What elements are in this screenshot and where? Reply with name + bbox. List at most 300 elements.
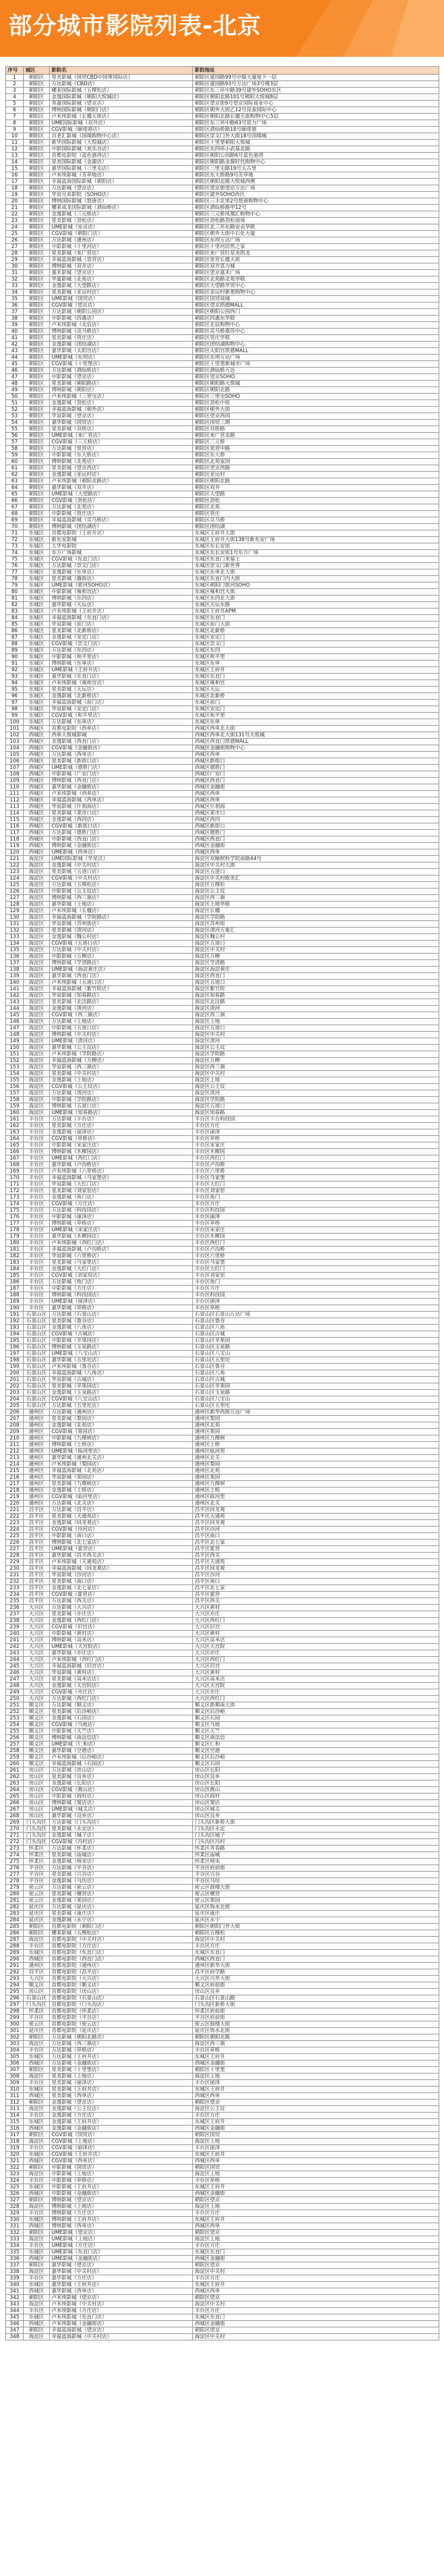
table-row xyxy=(6,1123,439,1129)
cell-district: 西城区 xyxy=(24,2223,50,2230)
cell-cinema-name: 万达影城（石景山店） xyxy=(50,1312,193,1318)
cell-index: 217 xyxy=(6,1481,24,1487)
cell-cinema-name: 中影影城（广安门店） xyxy=(50,771,193,778)
cell-cinema-address: 大兴区旧宫 xyxy=(193,1624,439,1631)
cell-district: 朝阳区 xyxy=(24,107,50,114)
cell-cinema-address: 东城区前门大街 xyxy=(193,622,439,628)
cell-index: 254 xyxy=(6,1722,24,1728)
cell-cinema-name: 中影影城（十里河店） xyxy=(50,244,193,250)
cell-cinema-name: UME影城（德胜门店） xyxy=(50,765,193,771)
cell-cinema-name: 卢米埃影城（中关村店） xyxy=(50,2301,193,2308)
table-row xyxy=(6,1155,439,1162)
cell-index: 275 xyxy=(6,1859,24,1865)
cell-cinema-address: 丰台区草桥 xyxy=(193,1305,439,1312)
table-row xyxy=(6,491,439,498)
cell-cinema-address: 朝阳区建国路93号万达广场3号楼3层 xyxy=(193,81,439,88)
table-row xyxy=(6,1826,439,1833)
cell-district: 朝阳区 xyxy=(24,1930,50,1937)
table-row xyxy=(6,2021,439,2028)
cell-cinema-address: 东城区王府井大街 xyxy=(193,530,439,537)
cell-district: 石景山区 xyxy=(24,1403,50,1409)
cell-cinema-address: 朝阳区望京 xyxy=(193,2327,439,2334)
cell-cinema-address: 顺义区新顺南大街 xyxy=(193,1702,439,1709)
cell-cinema-name: 博纳影城（土桥店） xyxy=(50,1442,193,1448)
cell-district: 房山区 xyxy=(24,1989,50,1995)
cell-cinema-address: 丰台区丰台科技园 xyxy=(193,1116,439,1123)
table-row xyxy=(6,1800,439,1807)
cell-cinema-address: 海淀区上地 xyxy=(193,2073,439,2080)
cell-district: 大兴区 xyxy=(24,1670,50,1676)
cell-cinema-name: 嘉华影城（西直门店） xyxy=(50,973,193,980)
cell-cinema-name: 博纳影城（中关村店） xyxy=(50,1032,193,1038)
cell-cinema-name: 金逸影城（大红门店） xyxy=(50,1266,193,1273)
cell-index: 174 xyxy=(6,1201,24,1208)
table-row xyxy=(6,1181,439,1188)
cell-cinema-name: 星美影城（刘家窑店） xyxy=(50,1188,193,1194)
cell-cinema-name: UME影城（金融街店） xyxy=(50,2256,193,2262)
cell-cinema-address: 通州区梨园 xyxy=(193,1461,439,1468)
cell-cinema-name: 华谊影城（什刹海店） xyxy=(50,804,193,810)
cell-cinema-address: 顺义区天竺 xyxy=(193,1728,439,1735)
cell-cinema-name: 嘉华影城（良乡店） xyxy=(50,1813,193,1820)
cell-cinema-address: 丰台区方庄 xyxy=(193,2113,439,2119)
cell-cinema-address: 东城区雍和宫 xyxy=(193,680,439,687)
cell-index: 99 xyxy=(6,713,24,719)
cell-cinema-name: 金逸影城（清河店） xyxy=(50,1006,193,1012)
table-row xyxy=(6,1344,439,1351)
cell-index: 67 xyxy=(6,504,24,511)
table-row xyxy=(6,153,439,159)
cell-index: 313 xyxy=(6,2106,24,2113)
cell-district: 海淀区 xyxy=(24,2139,50,2145)
cell-cinema-address: 朝阳区管庄 xyxy=(193,511,439,517)
cell-index: 184 xyxy=(6,1266,24,1273)
cell-district: 西城区 xyxy=(24,797,50,804)
cell-cinema-name: 星美影城（管庄店） xyxy=(50,335,193,342)
cell-cinema-name: 首都电影院（平谷店） xyxy=(50,2015,193,2021)
table-row xyxy=(6,1611,439,1618)
cell-index: 247 xyxy=(6,1676,24,1683)
cell-cinema-name: 博纳影城（学清路店） xyxy=(50,960,193,967)
cell-cinema-name: 中影影城（望京店） xyxy=(50,374,193,381)
cell-index: 167 xyxy=(6,1155,24,1162)
cell-cinema-address: 西城区西单北大街 xyxy=(193,726,439,732)
cell-district: 西城区 xyxy=(24,843,50,849)
cell-index: 4 xyxy=(6,94,24,101)
table-row xyxy=(6,849,439,856)
table-row xyxy=(6,752,439,758)
cell-cinema-address: 朝阳区建外SOHO西区 xyxy=(193,192,439,198)
cell-cinema-name: 卢米埃影城（东直门店） xyxy=(50,2314,193,2321)
cell-index: 105 xyxy=(6,752,24,758)
cell-district: 西城区 xyxy=(24,739,50,745)
cell-cinema-name: 首都电影院（昌平店） xyxy=(50,1969,193,1976)
cell-cinema-address: 丰台区方庄 xyxy=(193,2308,439,2314)
cell-index: 311 xyxy=(6,2093,24,2100)
cell-cinema-address: 朝阳区建国路99号中服大厦地下一层 xyxy=(193,75,439,81)
cell-cinema-name: 星美影城（高米店店） xyxy=(50,1676,193,1683)
table-row xyxy=(6,205,439,211)
cell-index: 65 xyxy=(6,491,24,498)
cell-cinema-name: 万达影城（酒仙桥店） xyxy=(50,368,193,374)
cell-cinema-name: 星美影城（菜市口店） xyxy=(50,810,193,817)
cell-cinema-address: 西城区西直门 xyxy=(193,836,439,843)
cell-cinema-address: 朝阳区三丰北里2号悠唐购物中心 xyxy=(193,198,439,205)
cell-cinema-name: 首都电影院（东直门店） xyxy=(50,1950,193,1956)
table-row xyxy=(6,661,439,667)
cell-district: 西城区 xyxy=(24,810,50,817)
cell-index: 110 xyxy=(6,784,24,791)
table-row xyxy=(6,2008,439,2015)
cell-cinema-address: 朝阳区双井 xyxy=(193,485,439,491)
cell-cinema-name: 星美影城（马家堡店） xyxy=(50,1260,193,1266)
cell-index: 308 xyxy=(6,2073,24,2080)
table-row xyxy=(6,1924,439,1930)
cell-index: 25 xyxy=(6,231,24,237)
table-row xyxy=(6,1891,439,1898)
table-row xyxy=(6,2262,439,2269)
table-row xyxy=(6,856,439,862)
cell-cinema-name: 中影影城（管庄店） xyxy=(50,511,193,517)
cell-cinema-address: 西城区新街口 xyxy=(193,758,439,765)
cell-cinema-name: UME影城（宋家庄店） xyxy=(50,1227,193,1234)
cell-cinema-address: 门头沟区冯村 xyxy=(193,1839,439,1846)
cell-index: 90 xyxy=(6,654,24,661)
table-row xyxy=(6,1787,439,1793)
cell-index: 70 xyxy=(6,524,24,530)
cell-index: 230 xyxy=(6,1566,24,1572)
cell-cinema-address: 怀柔区杨宋 xyxy=(193,1859,439,1865)
cell-index: 132 xyxy=(6,928,24,934)
cell-cinema-address: 房山区良乡 xyxy=(193,1989,439,1995)
cell-district: 西城区 xyxy=(24,2288,50,2295)
cell-cinema-address: 顺义区空港 xyxy=(193,1748,439,1754)
cell-cinema-name: 星美影城（来广营店） xyxy=(50,250,193,257)
table-body xyxy=(6,75,439,2340)
cell-district: 东城区 xyxy=(24,667,50,674)
cell-index: 315 xyxy=(6,2119,24,2126)
cell-cinema-name: CGV影城（中关村店） xyxy=(50,875,193,882)
cell-district: 顺义区 xyxy=(24,1728,50,1735)
cell-cinema-address: 朝阳区朝阳北路 xyxy=(193,387,439,394)
cell-cinema-name: 幸福蓝海国际影城（朝阳店） xyxy=(50,179,193,185)
cell-district: 朝阳区 xyxy=(24,218,50,224)
cell-cinema-address: 东城区和平里 xyxy=(193,654,439,661)
cell-index: 250 xyxy=(6,1696,24,1702)
cell-cinema-name: 幸福蓝海影城（紫竹院店） xyxy=(50,986,193,993)
cell-cinema-address: 丰台区丽泽 xyxy=(193,2145,439,2152)
cell-district: 海淀区 xyxy=(24,1012,50,1019)
cell-cinema-name: 卢米埃影城（望京店） xyxy=(50,2295,193,2301)
cell-cinema-address: 朝阳区劲松路劲松商场 xyxy=(193,218,439,224)
table-row xyxy=(6,1019,439,1025)
cell-index: 102 xyxy=(6,732,24,739)
cell-cinema-name: 博纳影城（西直门店） xyxy=(50,778,193,784)
cell-cinema-name: 万达影城（望京店） xyxy=(50,185,193,192)
cell-cinema-address: 石景山区石景山万达广场 xyxy=(193,1312,439,1318)
cell-index: 9 xyxy=(6,127,24,133)
cell-cinema-name: UME影城（城关店） xyxy=(50,1807,193,1813)
cell-cinema-name: CGV影城（旧宫店） xyxy=(50,1624,193,1631)
cell-district: 朝阳区 xyxy=(24,159,50,166)
cell-cinema-address: 昌平区府学路 xyxy=(193,1969,439,1976)
cell-index: 12 xyxy=(6,146,24,153)
cell-cinema-address: 东城区东长安街 xyxy=(193,543,439,550)
cell-index: 156 xyxy=(6,1084,24,1090)
cell-district: 东城区 xyxy=(24,2282,50,2288)
cell-district: 西城区 xyxy=(24,2321,50,2327)
cell-index: 258 xyxy=(6,1748,24,1754)
cell-cinema-address: 西城区西单 xyxy=(193,752,439,758)
table-row xyxy=(6,504,439,511)
cell-index: 330 xyxy=(6,2217,24,2223)
cell-cinema-address: 密云区鼓楼大街 xyxy=(193,2021,439,2028)
cell-index: 325 xyxy=(6,2184,24,2191)
cell-cinema-name: 华谊影城（沙河店） xyxy=(50,1572,193,1579)
cell-index: 57 xyxy=(6,439,24,446)
cell-index: 292 xyxy=(6,1969,24,1976)
cell-cinema-address: 朝阳区望京嘉禾广场 xyxy=(193,270,439,276)
cell-district: 丰台区 xyxy=(24,1201,50,1208)
cell-district: 顺义区 xyxy=(24,1702,50,1709)
cell-cinema-name: 耀莱影城（五棵松店） xyxy=(50,1930,193,1937)
table-row xyxy=(6,1722,439,1728)
cell-cinema-name: 万达影城（西三旗店） xyxy=(50,2041,193,2047)
table-row xyxy=(6,1006,439,1012)
cell-index: 187 xyxy=(6,1286,24,1292)
cell-cinema-name: 万达影城（延庆店） xyxy=(50,1904,193,1911)
cell-cinema-address: 大兴区旧宫 xyxy=(193,1663,439,1670)
table-row xyxy=(6,2047,439,2054)
cell-index: 92 xyxy=(6,667,24,674)
cell-index: 154 xyxy=(6,1071,24,1077)
cell-cinema-name: 中影影城（王府井店） xyxy=(50,2184,193,2191)
cell-cinema-name: 嘉华影城（双井店） xyxy=(50,485,193,491)
cell-cinema-address: 房山区窦店 xyxy=(193,1800,439,1807)
table-row xyxy=(6,582,439,589)
table-row xyxy=(6,1748,439,1754)
cell-cinema-name: 星美影城（梨园店） xyxy=(50,1416,193,1422)
cell-cinema-name: 幸福蓝海影城（八角店） xyxy=(50,1370,193,1377)
table-row xyxy=(6,114,439,120)
table-row xyxy=(6,120,439,127)
cell-cinema-name: UME影城（知春路店） xyxy=(50,1110,193,1116)
table-row xyxy=(6,355,439,361)
table-row xyxy=(6,368,439,374)
cell-index: 115 xyxy=(6,817,24,823)
table-row xyxy=(6,1429,439,1435)
table-row xyxy=(6,1221,439,1227)
cell-index: 40 xyxy=(6,329,24,335)
cell-cinema-name: 幸福蓝海影城（旧宫店） xyxy=(50,1663,193,1670)
cell-cinema-name: UME影城（西单店） xyxy=(50,849,193,856)
cell-cinema-name: 星美影城（兴谷店） xyxy=(50,1872,193,1878)
cell-cinema-address: 昌平区霍营 xyxy=(193,1546,439,1553)
table-row xyxy=(6,1142,439,1149)
table-row xyxy=(6,1468,439,1474)
cell-cinema-address: 朝阳区朝外大街中石化大厦 xyxy=(193,231,439,237)
cell-index: 306 xyxy=(6,2060,24,2067)
cell-index: 324 xyxy=(6,2178,24,2184)
table-row xyxy=(6,2204,439,2210)
cell-district: 东城区 xyxy=(24,2314,50,2321)
cell-cinema-name: 嘉华影城（五里坨店） xyxy=(50,1357,193,1364)
cell-cinema-address: 通州区土桥 xyxy=(193,1442,439,1448)
cell-cinema-address: 朝阳区大望路华贸中心 xyxy=(193,283,439,289)
cell-index: 233 xyxy=(6,1585,24,1592)
cell-district: 石景山区 xyxy=(24,1344,50,1351)
cell-cinema-name: 星美影城（鲁谷店） xyxy=(50,1318,193,1325)
table-row xyxy=(6,2275,439,2282)
cell-district: 丰台区 xyxy=(24,1253,50,1260)
cell-district: 西城区 xyxy=(24,732,50,739)
cell-cinema-address: 大兴区亦庄 xyxy=(193,1650,439,1657)
cell-district: 东城区 xyxy=(24,713,50,719)
cell-cinema-address: 西城区西单 xyxy=(193,2223,439,2230)
table-row xyxy=(6,1500,439,1507)
cell-index: 146 xyxy=(6,1019,24,1025)
cell-district: 朝阳区 xyxy=(24,433,50,439)
table-row xyxy=(6,315,439,322)
cell-cinema-name: CGV影城（三元桥店） xyxy=(50,439,193,446)
table-row xyxy=(6,1631,439,1637)
table-row xyxy=(6,263,439,270)
cell-cinema-address: 朝阳区朝阳北路大悦城西侧 xyxy=(193,179,439,185)
cell-index: 248 xyxy=(6,1683,24,1689)
cell-cinema-name: UME影城（国贸店） xyxy=(50,296,193,302)
cell-cinema-address: 丰台区角门 xyxy=(193,1279,439,1286)
cell-index: 287 xyxy=(6,1937,24,1943)
cell-index: 346 xyxy=(6,2321,24,2327)
table-row xyxy=(6,1064,439,1071)
cell-index: 333 xyxy=(6,2236,24,2243)
cell-index: 322 xyxy=(6,2165,24,2171)
cell-cinema-name: 万达影城（金融街店） xyxy=(50,2060,193,2067)
cell-district: 顺义区 xyxy=(24,1741,50,1748)
cell-district: 海淀区 xyxy=(24,921,50,928)
cell-index: 239 xyxy=(6,1624,24,1631)
cell-district: 东城区 xyxy=(24,622,50,628)
cell-district: 朝阳区 xyxy=(24,387,50,394)
table-row xyxy=(6,224,439,231)
cell-index: 125 xyxy=(6,882,24,888)
cell-district: 东城区 xyxy=(24,550,50,556)
cell-district: 大兴区 xyxy=(24,1624,50,1631)
table-row xyxy=(6,901,439,908)
cell-cinema-name: 卢米埃影城（方庄店） xyxy=(50,2308,193,2314)
table-row xyxy=(6,2113,439,2119)
cell-cinema-address: 海淀区公主坟 xyxy=(193,1084,439,1090)
cell-index: 201 xyxy=(6,1377,24,1383)
table-row xyxy=(6,2334,439,2340)
cell-index: 345 xyxy=(6,2314,24,2321)
cell-cinema-address: 丰台区宋家庄 xyxy=(193,1227,439,1234)
cell-cinema-address: 西城区西单 xyxy=(193,797,439,804)
cell-cinema-name: 嘉华影城（天坛店） xyxy=(50,602,193,608)
cell-cinema-name: 华谊影城（六里桥店） xyxy=(50,1253,193,1260)
cell-cinema-name: 中影影城（丽泽店） xyxy=(50,1214,193,1221)
cell-cinema-name: 中影影城（苹果园店） xyxy=(50,1338,193,1344)
cell-cinema-name: 嘉华国际影城（三里屯店） xyxy=(50,166,193,172)
cell-cinema-address: 西城区德胜门 xyxy=(193,830,439,836)
cell-cinema-address: 海淀区公主坟 xyxy=(193,2106,439,2113)
cell-cinema-address: 东城区王府井 xyxy=(193,2184,439,2191)
table-row xyxy=(6,641,439,648)
cell-cinema-name: UME影城（海淀黄庄店） xyxy=(50,967,193,973)
cell-cinema-address: 通州区临河里 xyxy=(193,1494,439,1500)
cell-cinema-address: 丰台区大红门 xyxy=(193,1266,439,1273)
cell-cinema-address: 朝阳区东大桥路9号芳草地 xyxy=(193,172,439,179)
cell-index: 222 xyxy=(6,1514,24,1520)
table-row xyxy=(6,719,439,726)
cell-cinema-name: 金逸影城（土桥店） xyxy=(50,1487,193,1494)
table-row xyxy=(6,1865,439,1872)
cell-index: 55 xyxy=(6,426,24,433)
cell-cinema-name: 博纳影城（玉泉路店） xyxy=(50,1344,193,1351)
cell-index: 226 xyxy=(6,1540,24,1546)
cell-cinema-address: 朝阳区四惠东华联 xyxy=(193,315,439,322)
cell-cinema-name: 嘉华影城（中关村店） xyxy=(50,2269,193,2275)
cell-cinema-address: 通州区临河里 xyxy=(193,1448,439,1455)
cell-district: 丰台区 xyxy=(24,1129,50,1136)
cell-cinema-address: 海淀区万柳 xyxy=(193,1058,439,1064)
cell-cinema-address: 昌平区回龙观 xyxy=(193,1507,439,1514)
table-row xyxy=(6,335,439,342)
cell-index: 215 xyxy=(6,1468,24,1474)
cell-district: 东城区 xyxy=(24,641,50,648)
cell-cinema-address: 大兴区亦庄 xyxy=(193,1611,439,1618)
cell-district: 丰台区 xyxy=(24,2178,50,2184)
cell-index: 305 xyxy=(6,2054,24,2060)
cell-cinema-address: 房山区良乡 xyxy=(193,1774,439,1780)
cell-index: 161 xyxy=(6,1116,24,1123)
cell-cinema-name: 金逸影城（丽泽店） xyxy=(50,1129,193,1136)
cell-index: 231 xyxy=(6,1572,24,1579)
cell-cinema-name: CGV影城（望京店） xyxy=(50,302,193,309)
cell-district: 通州区 xyxy=(24,1429,50,1435)
cell-district: 海淀区 xyxy=(24,960,50,967)
cell-index: 185 xyxy=(6,1273,24,1279)
cell-cinema-address: 西城区西单 xyxy=(193,2093,439,2100)
cell-cinema-name: 金逸影城（玉泉路店） xyxy=(50,1390,193,1396)
cell-index: 200 xyxy=(6,1370,24,1377)
table-row xyxy=(6,862,439,869)
cell-cinema-name: 星美影城（望京西店） xyxy=(50,465,193,472)
table-row xyxy=(6,1559,439,1566)
table-row xyxy=(6,101,439,107)
cell-cinema-name: 万达影城（王府井店） xyxy=(50,2054,193,2060)
cell-district: 朝阳区 xyxy=(24,231,50,237)
cell-cinema-address: 西城区什刹海 xyxy=(193,804,439,810)
cell-cinema-address: 朝阳区望京 xyxy=(193,2295,439,2301)
cell-cinema-address: 西城区西单 xyxy=(193,2158,439,2165)
cell-index: 265 xyxy=(6,1793,24,1800)
cell-district: 海淀区 xyxy=(24,1077,50,1084)
cell-district: 海淀区 xyxy=(24,2204,50,2210)
cell-cinema-name: CGV影城（八宝山店） xyxy=(50,1396,193,1403)
cell-district: 朝阳区 xyxy=(24,172,50,179)
cell-cinema-name: 幸福蓝海影城（望京店） xyxy=(50,2327,193,2334)
cell-cinema-address: 朝阳区东四环小武基北路 xyxy=(193,146,439,153)
cell-district: 顺义区 xyxy=(24,1735,50,1741)
table-row xyxy=(6,1084,439,1090)
table-row xyxy=(6,895,439,901)
cell-district: 海淀区 xyxy=(24,2106,50,2113)
cell-district: 通州区 xyxy=(24,1409,50,1416)
table-row xyxy=(6,276,439,283)
cell-cinema-address: 朝阳区望京西园 xyxy=(193,413,439,420)
cell-district: 丰台区 xyxy=(24,1142,50,1149)
